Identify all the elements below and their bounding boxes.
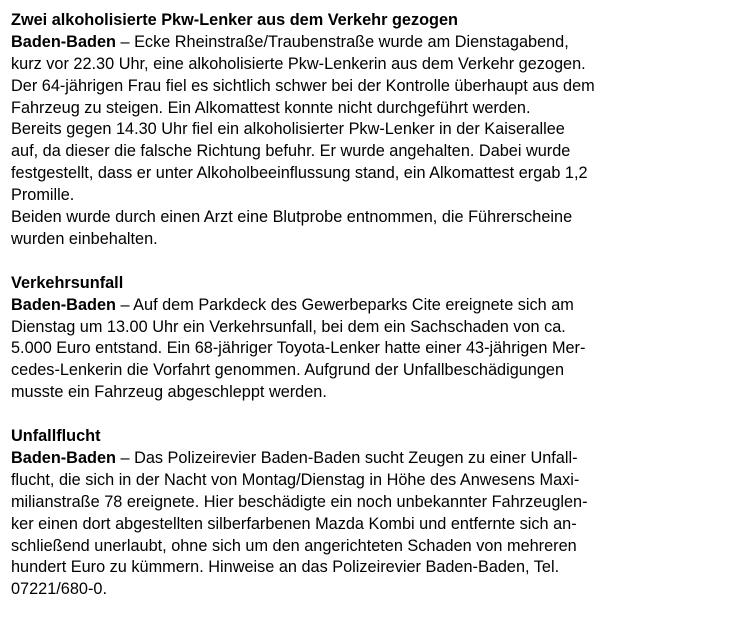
article-text-line: 5.000 Euro entstand. Ein 68-jähriger Toyota-Lenker hatte einer 43-jährigen Mer- [11, 339, 586, 358]
article-first-line [11, 295, 726, 317]
article-title: Zwei alkoholisierte Pkw-Lenker aus dem Verkehr gezogen [11, 11, 458, 29]
article-text-line: schließend unerlaubt, ohne sich um den angerichteten Schaden von mehreren [11, 536, 577, 555]
article-text-line: wurden einbehalten. [11, 229, 158, 248]
article-text-line: cedes-Lenkerin die Vorfahrt genommen. Aufgrund der Unfallbeschädigungen [11, 361, 565, 380]
article-text-line: hundert Euro zu kümmern. Hinweise an das Polizeirevier Baden-Baden, Tel. [11, 558, 560, 577]
article-text-line: musste ein Fahrzeug abgeschleppt werden. [11, 383, 327, 402]
article-text-line: 07221/680-0. [11, 580, 107, 599]
document [11, 10, 726, 601]
article-text-line: Bereits gegen 14.30 Uhr fiel ein alkoholisierter Pkw-Lenker in der Kaiserallee [11, 120, 565, 139]
location-label: Baden-Baden [11, 449, 116, 468]
article-traffic-accident [11, 273, 726, 404]
dash-separator: – [115, 32, 135, 51]
article-text-line: Beiden wurde durch einen Arzt eine Blutprobe entnommen, die Führerscheine [11, 208, 573, 227]
location-label: Baden-Baden [11, 295, 116, 314]
article-title: Verkehrsunfall [11, 273, 124, 292]
article-first-line [11, 32, 726, 54]
article-hit-and-run [11, 426, 726, 601]
article-text-line: Dienstag um 13.00 Uhr ein Verkehrsunfall, bei dem ein Sachschaden von ca. [11, 317, 566, 336]
location-label: Baden-Baden [11, 32, 116, 51]
article-text-line: Auf dem Parkdeck des Gewerbeparks Cite ereignete sich am [133, 295, 574, 314]
article-text-line: Der 64-jährigen Frau fiel es sichtlich schwer bei der Kontrolle überhaupt aus dem [11, 76, 595, 95]
article-text-line: milianstraße 78 ereignete. Hier beschädigte ein noch unbekannter Fahrzeuglen- [11, 492, 588, 511]
article-text-line: festgestellt, dass er unter Alkoholbeeinflussung stand, ein Alkomattest ergab 1,2 [11, 164, 588, 183]
dash-separator: – [115, 449, 135, 468]
article-first-line [11, 448, 726, 470]
article-text-line: Promille. [11, 186, 75, 205]
article-text-line: auf, da dieser die falsche Richtung befuhr. Er wurde angehalten. Dabei wurde [11, 142, 571, 161]
article-title: Unfallflucht [11, 427, 101, 446]
article-text-line: Fahrzeug zu steigen. Ein Alkomattest konnte nicht durchgeführt werden. [11, 98, 531, 117]
article-text-line: ker einen dort abgestellten silberfarbenen Mazda Kombi und entfernte sich an- [11, 514, 577, 533]
article-text-line: flucht, die sich in der Nacht von Montag/Dienstag in Höhe des Anwesens Maxi- [11, 470, 580, 489]
article-text-line: kurz vor 22.30 Uhr, eine alkoholisierte Pkw-Lenkerin aus dem Verkehr gezogen. [11, 54, 586, 73]
article-alcohol-drivers [11, 10, 726, 251]
article-text-line: Ecke Rheinstraße/Traubenstraße wurde am Dienstagabend, [134, 32, 569, 51]
dash-separator: – [115, 295, 134, 314]
article-text-line: Das Polizeirevier Baden-Baden sucht Zeugen zu einer Unfall- [134, 449, 578, 468]
